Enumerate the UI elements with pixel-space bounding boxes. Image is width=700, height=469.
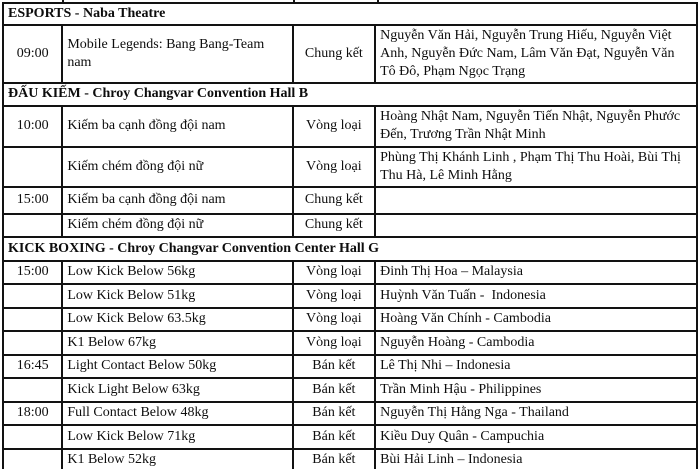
participants-cell: Lê Thị Nhi – Indonesia <box>375 355 697 378</box>
time-cell: 10:00 <box>3 106 62 147</box>
participants-cell: Hoàng Nhật Nam, Nguyễn Tiến Nhật, Nguyễn Phước Đến, Trương Trần Nhật Minh <box>375 106 697 147</box>
event-cell: Kiếm chém đồng đội nữ <box>62 214 292 237</box>
round-cell: Chung kết <box>293 25 375 83</box>
event-cell: Full Contact Below 48kg <box>62 402 292 425</box>
table-gridline-stub <box>62 0 64 2</box>
participants-cell: Nguyễn Văn Hải, Nguyễn Trung Hiếu, Nguyễn Việt Anh, Nguyễn Đức Nam, Lâm Văn Đạt, Nguyễn Văn Tô Đô, Phạm Ngọc Trạng <box>375 25 697 83</box>
time-cell <box>3 284 62 308</box>
table-row <box>3 331 697 355</box>
round-cell: Chung kết <box>293 187 375 214</box>
time-cell <box>3 214 62 237</box>
round-cell: Vòng loại <box>293 147 375 187</box>
section-header: ESPORTS - Naba Theatre <box>3 3 697 25</box>
round-cell: Chung kết <box>293 214 375 237</box>
event-cell: Low Kick Below 56kg <box>62 261 292 284</box>
table-row <box>3 187 697 214</box>
round-cell: Vòng loại <box>293 308 375 331</box>
table-row <box>3 147 697 187</box>
table-row <box>3 355 697 378</box>
round-cell: Bán kết <box>293 402 375 425</box>
round-cell: Vòng loại <box>293 106 375 147</box>
cropped-row-remnant <box>0 0 700 2</box>
event-cell: Kiếm ba cạnh đồng đội nam <box>62 187 292 214</box>
round-cell: Vòng loại <box>293 331 375 355</box>
section-header: KICK BOXING - Chroy Changvar Convention Center Hall G <box>3 237 697 261</box>
event-cell: Kiếm chém đồng đội nữ <box>62 147 292 187</box>
participants-cell: Phùng Thị Khánh Linh , Phạm Thị Thu Hoài, Bùi Thị Thu Hà, Lê Minh Hằng <box>375 147 697 187</box>
section-header: ĐẤU KIẾM - Chroy Changvar Convention Hall B <box>3 83 697 106</box>
table-row <box>3 25 697 83</box>
section-header-row <box>3 83 697 106</box>
time-cell <box>3 147 62 187</box>
event-cell: Low Kick Below 71kg <box>62 425 292 449</box>
event-cell: Low Kick Below 51kg <box>62 284 292 308</box>
round-cell: Bán kết <box>293 425 375 449</box>
round-cell: Vòng loại <box>293 284 375 308</box>
event-schedule-table <box>2 2 698 469</box>
table-row <box>3 425 697 449</box>
round-cell: Bán kết <box>293 378 375 402</box>
round-cell: Bán kết <box>293 449 375 469</box>
section-header-row <box>3 237 697 261</box>
table-row <box>3 378 697 402</box>
event-cell: Mobile Legends: Bang Bang-Team nam <box>62 25 292 83</box>
event-cell: K1 Below 67kg <box>62 331 292 355</box>
time-cell <box>3 425 62 449</box>
participants-cell: Bùi Hải Linh – Indonesia <box>375 449 697 469</box>
table-row <box>3 261 697 284</box>
participants-cell <box>375 214 697 237</box>
section-header-row <box>3 3 697 25</box>
table-gridline-stub <box>377 0 379 2</box>
time-cell <box>3 449 62 469</box>
participants-cell: Trần Minh Hậu - Philippines <box>375 378 697 402</box>
table-row <box>3 284 697 308</box>
table-row <box>3 214 697 237</box>
event-cell: Kiếm ba cạnh đồng đội nam <box>62 106 292 147</box>
participants-cell <box>375 187 697 214</box>
time-cell: 15:00 <box>3 187 62 214</box>
time-cell <box>3 308 62 331</box>
event-cell: K1 Below 52kg <box>62 449 292 469</box>
table-row <box>3 402 697 425</box>
round-cell: Vòng loại <box>293 261 375 284</box>
table-row <box>3 449 697 469</box>
round-cell: Bán kết <box>293 355 375 378</box>
event-cell: Low Kick Below 63.5kg <box>62 308 292 331</box>
time-cell: 15:00 <box>3 261 62 284</box>
event-cell: Light Contact Below 50kg <box>62 355 292 378</box>
participants-cell: Kiều Duy Quân - Campuchia <box>375 425 697 449</box>
participants-cell: Huỳnh Văn Tuấn - Indonesia <box>375 284 697 308</box>
table-gridline-stub <box>293 0 295 2</box>
event-cell: Kick Light Below 63kg <box>62 378 292 402</box>
table-row <box>3 106 697 147</box>
time-cell: 18:00 <box>3 402 62 425</box>
time-cell: 16:45 <box>3 355 62 378</box>
time-cell <box>3 331 62 355</box>
table-row <box>3 308 697 331</box>
time-cell <box>3 378 62 402</box>
participants-cell: Hoàng Văn Chính - Cambodia <box>375 308 697 331</box>
participants-cell: Đinh Thị Hoa – Malaysia <box>375 261 697 284</box>
time-cell: 09:00 <box>3 25 62 83</box>
participants-cell: Nguyễn Hoàng - Cambodia <box>375 331 697 355</box>
participants-cell: Nguyễn Thị Hằng Nga - Thailand <box>375 402 697 425</box>
